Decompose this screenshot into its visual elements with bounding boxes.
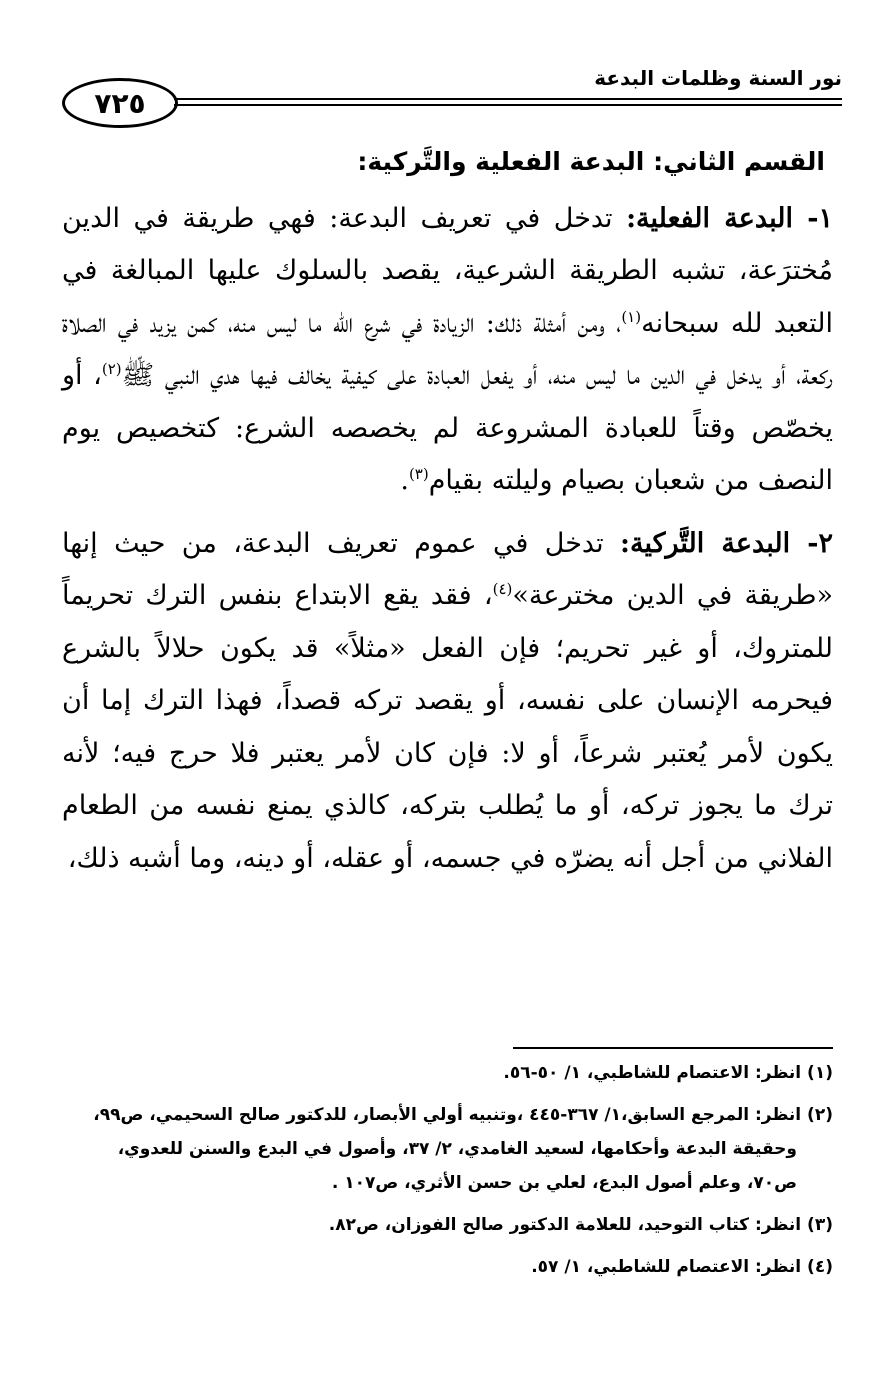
paragraph-1-lead: ١- البدعة الفعلية: xyxy=(626,202,833,234)
footnote-1 xyxy=(62,1056,833,1090)
footnote-text: انظر: الاعتصام للشاطبي، ١/ ٥٠-٥٦. xyxy=(503,1063,802,1083)
paragraph-1-text-a: تدخل في تعريف البدعة: فهي طريقة في الدين مُخترَعة، تشبه الطريقة الشرعية، يقصد بالسلوك عليها المبالغة في التعبد لله سبحانه xyxy=(62,202,833,339)
footnote-ref-4[interactable]: (٤) xyxy=(492,580,513,598)
paragraph-1-text-d: . xyxy=(400,465,409,496)
paragraph-1-text-c: ، أو يخصّص وقتاً للعبادة المشروعة لم يخصصه الشرع: كتخصيص يوم النصف من شعبان بصيام وليلته بقيام xyxy=(62,360,833,496)
paragraph-2 xyxy=(62,518,833,886)
footnote-3 xyxy=(62,1208,833,1242)
header-rule xyxy=(174,98,842,106)
footnote-ref-2[interactable]: (٢) xyxy=(101,360,122,378)
paragraph-2-text-b: ، فقد يقع الابتداع بنفس الترك تحريماً للمتروك، أو غير تحريم؛ فإن الفعل «مثلاً» قد يكون حلالاً بالشرع فيحرمه الإنسان على نفسه، أو يقصد تركه قصداً، فهذا الترك إما أن يكون لأمر يُعتبر شرعاً، أو لا: فإن كان لأمر يعتبر فلا حرج فيه؛ لأنه ترك ما يجوز تركه، أو ما يُطلب بتركه، كالذي يمنع نفسه من الطعام الفلاني من أجل أنه يضرّه في جسمه، أو عقله، أو دينه، وما أشبه ذلك، xyxy=(62,580,833,874)
footnote-ref-1[interactable]: (١) xyxy=(621,307,642,326)
footnote-number: (٢) xyxy=(807,1105,833,1125)
footnote-text: انظر: المرجع السابق،١/ ٣٦٧-٤٤٥ ،وتنبيه أولي الأبصار، للدكتور صالح السحيمي، ص٩٩، xyxy=(93,1105,802,1125)
paragraph-1-text-b: ، ومن أمثلة ذلك: الزيادة في شرع الله ما ليس منه، كمن يزيد في الصلاة ركعة، أو يدخل في الدين ما ليس منه، أو يفعل العبادة على كيفية يخالف فيها هدي النبي ﷺ xyxy=(62,307,833,391)
footnote-number: (١) xyxy=(807,1063,833,1083)
footnote-text: انظر: كتاب التوحيد، للعلامة الدكتور صالح الفوزان، ص٨٢. xyxy=(328,1215,802,1235)
footnote-number: (٣) xyxy=(807,1215,833,1235)
running-title: نور السنة وظلمات البدعة xyxy=(586,66,842,90)
paragraph-1 xyxy=(62,193,833,508)
footnote-text: انظر: الاعتصام للشاطبي، ١/ ٥٧. xyxy=(531,1257,802,1277)
footnote-4 xyxy=(62,1250,833,1284)
body-text xyxy=(62,130,833,895)
page-number: ٧٢٥ xyxy=(62,78,178,128)
footnotes xyxy=(62,1056,833,1292)
footnote-divider xyxy=(513,1047,833,1049)
footnote-2 xyxy=(62,1098,833,1200)
paragraph-2-lead: ٢- البدعة التَّركية: xyxy=(620,527,833,559)
footnote-text-continued: وحقيقة البدعة وأحكامها، لسعيد الغامدي، ٢/ ٣٧، وأصول في البدع والسنن للعدوي، xyxy=(117,1139,797,1159)
footnote-ref-3[interactable]: (٣) xyxy=(408,465,429,483)
footnote-text-continued: ص٧٠، وعلم أصول البدع، لعلي بن حسن الأثري، ص١٠٧ . xyxy=(331,1173,797,1193)
page-header xyxy=(62,66,842,134)
section-title: القسم الثاني: البدعة الفعلية والتَّركية: xyxy=(357,147,825,176)
paragraph-2-text-a: تدخل في عموم تعريف البدعة، من حيث إنها «طريقة في الدين مخترعة» xyxy=(62,527,833,611)
footnote-number: (٤) xyxy=(807,1257,833,1277)
